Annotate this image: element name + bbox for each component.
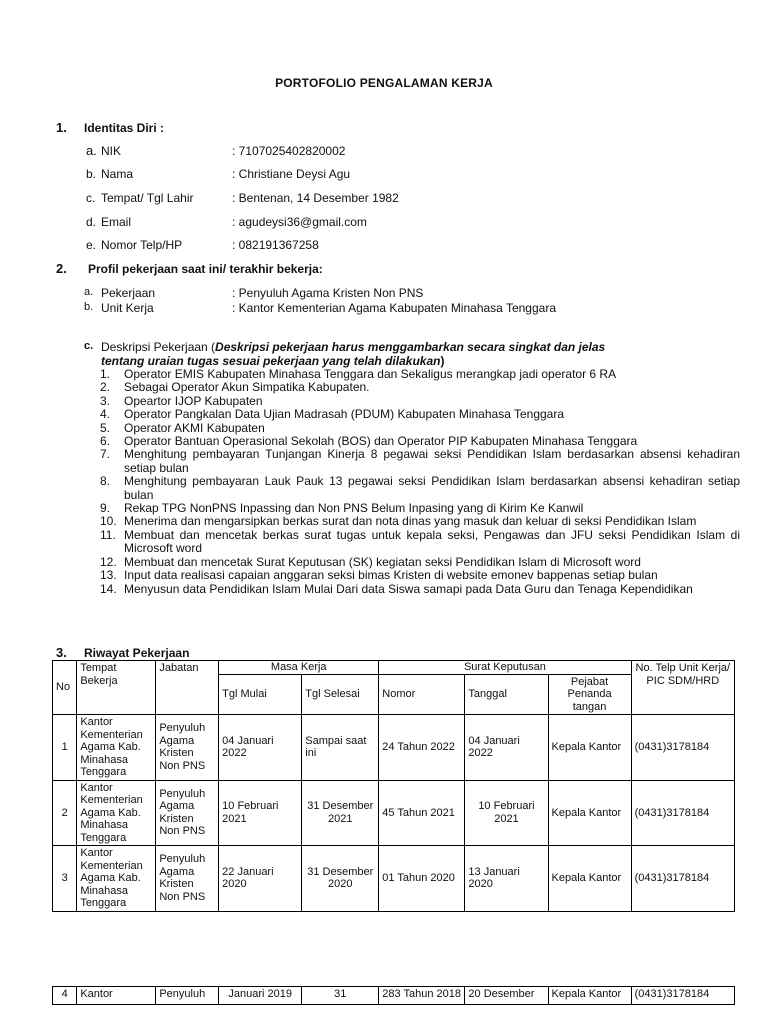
cell-nomor: 01 Tahun 2020 <box>379 846 465 912</box>
nama-label: Nama <box>101 167 134 181</box>
cell-selesai: 31 Desember 2021 <box>302 780 379 846</box>
telp-value: : 082191367258 <box>232 238 319 252</box>
header-tempat: Tempat Bekerja <box>77 661 156 715</box>
list-item: 5. Operator AKMI Kabupaten <box>100 420 265 435</box>
unit-value: : Kantor Kementerian Agama Kabupaten Minahasa Tenggara <box>232 301 556 315</box>
cell-jabatan: Penyuluh Agama Kristen Non PNS <box>156 715 219 781</box>
ttl-label: Tempat/ Tgl Lahir <box>101 191 194 205</box>
ttl-value: : Bentenan, 14 Desember 1982 <box>232 191 399 205</box>
cell-telp: (0431)3178184 <box>631 780 734 846</box>
cell-telp: (0431)3178184 <box>631 715 734 781</box>
list-item: 8. Menghitung pembayaran Lauk Pauk 13 pegawai seksi Pendidikan Islam berdasarkan absensi kehadiran setiap bulan <box>100 474 740 502</box>
cell-mulai: Januari 2019 <box>219 987 302 1005</box>
list-item: 1. Operator EMIS Kabupaten Minahasa Tenggara dan Sekaligus merangkap jadi operator 6 RA <box>100 367 617 381</box>
cell-tanggal: 13 Januari 2020 <box>465 846 548 912</box>
table-row <box>53 987 735 1005</box>
cell-telp: (0431)3178184 <box>631 846 734 912</box>
header-nomor: Nomor <box>379 674 465 715</box>
unit-label: Unit Kerja <box>101 301 154 315</box>
riwayat-table <box>52 660 735 912</box>
section-2-heading: Profil pekerjaan saat ini/ terakhir bekerja: <box>88 262 323 276</box>
email-letter: d. <box>86 215 97 229</box>
email-label: Email <box>101 215 132 229</box>
cell-telp: (0431)3178184 <box>631 987 734 1005</box>
deskripsi-letter: c. <box>84 340 94 352</box>
header-telp: No. Telp Unit Kerja/ PIC SDM/HRD <box>631 661 734 715</box>
table-row <box>53 780 735 846</box>
header-masa-kerja: Masa Kerja <box>219 661 379 675</box>
header-surat-keputusan: Surat Keputusan <box>379 661 631 675</box>
cell-pejabat: Kepala Kantor <box>548 987 631 1005</box>
list-item: 14. Menyusun data Pendidikan Islam Mulai Dari data Siswa samapi pada Data Guru dan Tenaga Kependidikan <box>100 581 693 596</box>
deskripsi-label: Deskripsi Pekerjaan ( <box>101 340 216 354</box>
section-3-heading: Riwayat Pekerjaan <box>84 646 190 660</box>
nik-value: : 7107025402820002 <box>232 144 346 158</box>
cell-pejabat: Kepala Kantor <box>548 715 631 781</box>
cell-pejabat: Kepala Kantor <box>548 780 631 846</box>
cell-mulai: 04 Januari 2022 <box>219 715 302 781</box>
cell-selesai: 31 Desember 2020 <box>302 846 379 912</box>
cell-mulai: 22 Januari 2020 <box>219 846 302 912</box>
cell-tempat: Kantor Kementerian Agama Kab. Minahasa Tenggara <box>77 715 156 781</box>
list-item: 13. Input data realisasi capaian anggaran seksi bimas Kristen di website emonev bappenas setiap bulan <box>100 568 658 583</box>
ttl-letter: c. <box>86 191 96 205</box>
section-2-number: 2. <box>56 261 67 276</box>
telp-letter: e. <box>86 238 97 252</box>
section-3-number: 3. <box>56 645 67 660</box>
list-item: 4. Operator Pangkalan Data Ujian Madrasah (PDUM) Kabupaten Minahasa Tenggara <box>100 407 565 422</box>
cell-tempat: Kantor <box>77 987 156 1005</box>
cell-no: 3 <box>53 846 77 912</box>
email-value: : agudeysi36@gmail.com <box>232 215 367 229</box>
cell-selesai: 31 <box>302 987 379 1005</box>
cell-jabatan: Penyuluh <box>156 987 219 1005</box>
list-item: 2. Sebagai Operator Akun Simpatika Kabupaten. <box>100 380 370 395</box>
header-tanggal: Tanggal <box>465 674 548 715</box>
deskripsi-note-2: tentang uraian tugas sesuai pekerjaan yang telah dilakukan <box>101 354 441 368</box>
table-row <box>53 715 735 781</box>
list-item: 9. Rekap TPG NonPNS Inpassing dan Non PNS Belum Inpasing yang di Kirim Ke Kanwil <box>100 501 584 516</box>
cell-no: 2 <box>53 780 77 846</box>
cell-tanggal: 20 Desember <box>465 987 548 1005</box>
nik-label: NIK <box>101 144 122 158</box>
cell-jabatan: Penyuluh Agama Kristen Non PNS <box>156 846 219 912</box>
header-no: No <box>53 661 77 715</box>
cell-tanggal: 04 Januari 2022 <box>465 715 548 781</box>
deskripsi-text <box>101 340 741 368</box>
header-jabatan: Jabatan <box>156 661 219 715</box>
cell-tempat: Kantor Kementerian Agama Kab. Minahasa Tenggara <box>77 780 156 846</box>
deskripsi-close: ) <box>440 354 445 368</box>
list-item: 11. Membuat dan mencetak berkas surat tugas untuk kepala seksi, Pengawas dan JFU seksi Pendidikan Islam di Microsoft word <box>100 527 740 556</box>
section-1-number: 1. <box>56 120 67 135</box>
header-tgl-mulai: Tgl Mulai <box>219 674 302 715</box>
nama-letter: b. <box>86 167 97 181</box>
cell-nomor: 283 Tahun 2018 <box>379 987 465 1005</box>
list-item: 12. Membuat dan mencetak Surat Keputusan (SK) kegiatan seksi Pendidikan Islam di Microsoft word <box>100 554 641 569</box>
cell-jabatan: Penyuluh Agama Kristen Non PNS <box>156 780 219 846</box>
deskripsi-note-1: Deskripsi pekerjaan harus menggambarkan secara singkat dan jelas <box>215 340 606 354</box>
telp-label: Nomor Telp/HP <box>101 238 183 252</box>
cell-tempat: Kantor Kementerian Agama Kab. Minahasa Tenggara <box>77 846 156 912</box>
cell-selesai: Sampai saat ini <box>302 715 379 781</box>
cell-tanggal: 10 Februari 2021 <box>465 780 548 846</box>
header-pejabat: Pejabat Penanda tangan <box>548 674 631 715</box>
cell-pejabat: Kepala Kantor <box>548 846 631 912</box>
page-title: PORTOFOLIO PENGALAMAN KERJA <box>275 76 493 90</box>
task-list <box>100 368 740 596</box>
header-tgl-selesai: Tgl Selesai <box>302 674 379 715</box>
cell-no: 4 <box>53 987 77 1005</box>
nama-value: : Christiane Deysi Agu <box>232 167 351 181</box>
cell-nomor: 45 Tahun 2021 <box>379 780 465 846</box>
cell-nomor: 24 Tahun 2022 <box>379 715 465 781</box>
list-item: 6. Operator Bantuan Operasional Sekolah (BOS) dan Operator PIP Kabupaten Minahasa Tenggara <box>100 434 638 449</box>
pekerjaan-value: : Penyuluh Agama Kristen Non PNS <box>232 286 424 300</box>
riwayat-table-continued <box>52 986 735 1005</box>
list-item: 7. Menghitung pembayaran Tunjangan Kinerja 8 pegawai seksi Pendidikan Islam berdasarkan absensi kehadiran setiap bulan <box>100 447 740 475</box>
pekerjaan-letter: a. <box>84 286 94 298</box>
nik-letter: a. <box>86 143 97 158</box>
list-item: 3. Opeartor IJOP Kabupaten <box>100 393 263 408</box>
pekerjaan-label: Pekerjaan <box>101 286 156 300</box>
cell-mulai: 10 Februari 2021 <box>219 780 302 846</box>
list-item: 10. Menerima dan mengarsipkan berkas surat dan nota dinas yang masuk dan keluar di seksi Pendidikan Islam <box>100 514 697 529</box>
table-row <box>53 846 735 912</box>
unit-letter: b. <box>84 301 94 313</box>
section-1-heading: Identitas Diri : <box>84 121 165 135</box>
cell-no: 1 <box>53 715 77 781</box>
